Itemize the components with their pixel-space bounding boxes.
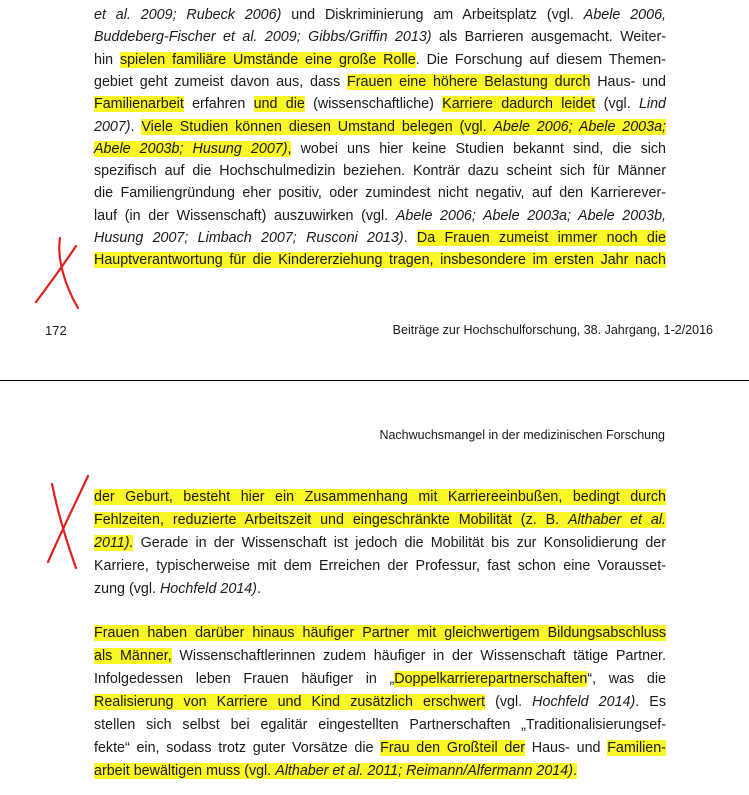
- text-segment: Abele 2006; Abele 2003a; Abele 2003b,: [395, 207, 667, 224]
- text-line: [94, 645, 666, 667]
- highlighted-text: .: [572, 763, 577, 779]
- text-segment: Abele 2006,: [583, 7, 667, 23]
- text-segment: erfahren: [183, 96, 254, 113]
- text-segment: Husung 2007; Limbach 2007; Rusconi 2013): [94, 230, 404, 246]
- text-segment: Haus- und: [525, 740, 608, 756]
- highlighted-text: Frau den Großteil der: [380, 740, 526, 756]
- page-divider: [0, 380, 749, 381]
- highlighted-text: Realisierung von Karriere und Kind zusätzlich erschwert: [94, 694, 486, 710]
- highlighted-text: Doppelkarrierepartnerschaften: [394, 671, 588, 687]
- text-segment: Infolgedessen leben Frauen häufiger in „: [94, 671, 395, 687]
- text-segment: Lind: [638, 96, 666, 113]
- text-segment: et al. 2009; Rubeck 2006): [94, 7, 282, 23]
- text-segment: stellen sich selbst bei egalitär eingestellten Partnerschaften „Traditionalisierungsef-: [94, 717, 666, 733]
- text-segment: Wissenschaftlerinnen zudem häufiger in der Wissenschaft tätige Partner.: [171, 648, 666, 664]
- text-line: [94, 71, 666, 93]
- text-segment: .: [256, 581, 261, 597]
- text-line: [94, 622, 666, 644]
- text-line: [94, 668, 666, 690]
- text-line: [94, 578, 666, 600]
- text-line: [94, 116, 666, 138]
- text-segment: und Diskriminierung am Arbeitsplatz (vgl.: [281, 7, 584, 23]
- text-segment: spezifisch auf die Hochschulmedizin beziehen. Konträr dazu scheint sich für Männer: [94, 163, 666, 180]
- highlighted-text: Viele Studien können diesen Umstand belegen (vgl.: [141, 118, 494, 135]
- text-line: [94, 49, 666, 71]
- text-line: [94, 26, 666, 48]
- red-cross-mark-top: [30, 236, 90, 316]
- text-line: [94, 93, 666, 115]
- text-segment: Gerade in der Wissenschaft ist jedoch die Mobilität bis zur Konsolidierung der: [133, 535, 666, 551]
- text-segment: gebiet geht zumeist davon aus, dass: [94, 73, 348, 90]
- highlighted-text: als Männer,: [94, 648, 172, 664]
- text-line: [94, 4, 666, 26]
- text-segment: lauf (in der Wissenschaft) auszuwirken (vgl.: [94, 207, 396, 224]
- text-segment: Karriere, typischerweise mit dem Erreichen der Professur, fast schon eine Vorausset-: [94, 558, 666, 574]
- text-line: [94, 760, 666, 782]
- highlighted-text: Frauen eine höhere Belastung durch: [347, 73, 591, 90]
- text-segment: “, was die: [587, 671, 666, 687]
- highlighted-text: Althaber et al.: [567, 512, 667, 528]
- text-line: [94, 182, 666, 204]
- text-segment: hin: [94, 51, 120, 68]
- red-cross-mark-bottom: [40, 474, 100, 574]
- text-line: [94, 486, 666, 508]
- text-segment: als Barrieren ausgemacht. Weiter-: [431, 29, 666, 46]
- text-segment: Hochfeld 2014): [532, 694, 636, 710]
- text-segment: fekte“ ein, sodass trotz guter Vorsätze die: [94, 740, 381, 756]
- text-segment: (vgl.: [485, 694, 533, 710]
- text-line: [94, 555, 666, 577]
- highlighted-text: spielen familiäre Umstände eine große Rolle: [119, 51, 416, 68]
- running-header: Nachwuchsmangel in der medizinischen Forschung: [379, 428, 665, 442]
- highlighted-text: Abele 2003b; Husung 2007): [94, 140, 288, 157]
- text-segment: Hochfeld 2014): [159, 581, 257, 597]
- text-segment: Buddeberg-Fischer et al. 2009; Gibbs/Griffin 2013): [94, 29, 432, 46]
- highlighted-text: Frauen haben darüber hinaus häufiger Partner mit gleichwertigem Bildungsabschluss: [94, 625, 666, 641]
- highlighted-text: Abele 2006; Abele 2003a;: [493, 118, 666, 135]
- text-segment: Haus- und: [590, 73, 667, 90]
- text-segment: (vgl.: [595, 96, 639, 113]
- text-segment: . Die Forschung auf diesem Themen-: [415, 51, 666, 68]
- text-segment: . Es: [635, 694, 666, 710]
- highlighted-text: 2011).: [94, 535, 134, 551]
- text-line: [94, 509, 666, 531]
- highlighted-text: Familienarbeit: [94, 96, 184, 113]
- highlighted-text: Fehlzeiten, reduzierte Arbeitszeit und eingeschränkte Mobilität (z. B.: [94, 512, 568, 528]
- text-segment: die Familiengründung eher positiv, oder zumindest nicht negativ, auf den Karrierever-: [94, 185, 666, 202]
- text-line: [94, 532, 666, 554]
- text-line: [94, 249, 666, 271]
- highlighted-text: ,: [287, 140, 292, 157]
- highlighted-text: der Geburt, besteht hier ein Zusammenhang mit Karriereeinbußen, bedingt durch: [94, 489, 666, 505]
- highlighted-text: Althaber et al. 2011; Reimann/Alfermann 2014): [275, 763, 573, 779]
- text-segment: (wissenschaftliche): [304, 96, 443, 113]
- text-segment: 2007): [94, 118, 131, 135]
- text-line: [94, 691, 666, 713]
- text-segment: zung (vgl.: [94, 581, 160, 597]
- highlighted-text: Familien-: [607, 740, 666, 756]
- text-line: [94, 160, 666, 182]
- page-number: 172: [45, 323, 67, 338]
- text-line: [94, 138, 666, 160]
- text-line: [94, 714, 666, 736]
- text-line: [94, 227, 666, 249]
- highlighted-text: und die: [253, 96, 305, 113]
- highlighted-text: Hauptverantwortung für die Kindererziehung tragen, insbesondere im ersten Jahr nach: [94, 252, 666, 269]
- highlighted-text: Karriere dadurch leidet: [442, 96, 596, 113]
- text-segment: wobei uns hier keine Studien bekannt sind, die sich: [291, 140, 666, 157]
- text-line: [94, 205, 666, 227]
- highlighted-text: Da Frauen zumeist immer noch die: [416, 230, 666, 246]
- text-line: [94, 737, 666, 759]
- highlighted-text: arbeit bewältigen muss (vgl.: [94, 763, 276, 779]
- text-segment: .: [403, 230, 417, 246]
- text-segment: .: [130, 118, 142, 135]
- journal-citation: Beiträge zur Hochschulforschung, 38. Jahrgang, 1-2/2016: [392, 323, 713, 337]
